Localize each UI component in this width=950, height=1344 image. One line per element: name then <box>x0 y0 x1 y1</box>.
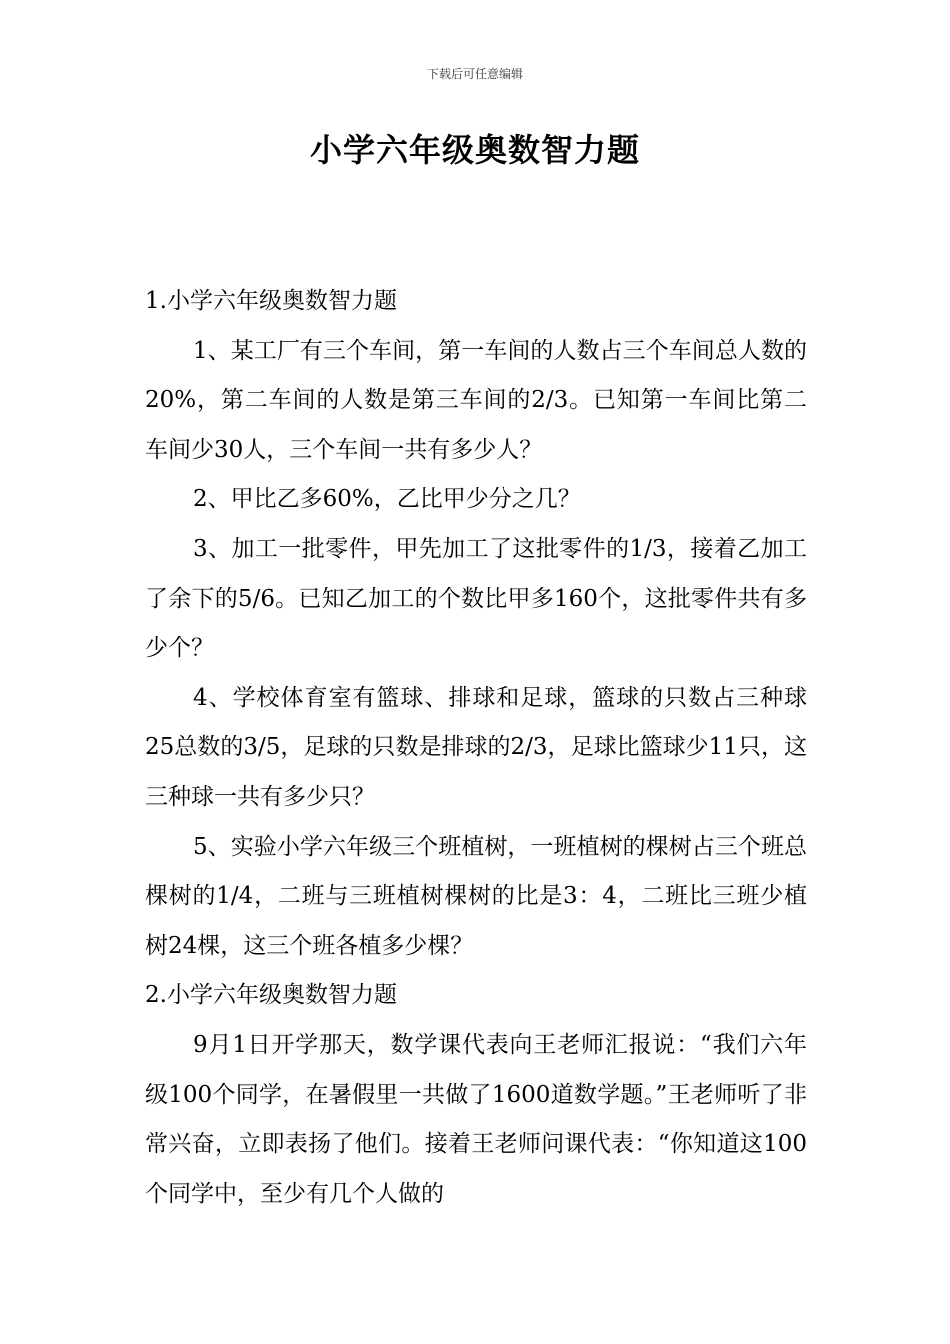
question-paragraph: 2、甲比乙多60%，乙比甲少分之几？ <box>193 486 581 513</box>
story-paragraph: 9月1日开学那天，数学课代表向王老师汇报说：“我们六年级100个同学，在暑假里一共做了1600道数学题。”王老师听了非常兴奋，立即表扬了他们。接着王老师问课代表：“你知道这100个同学中，至少有几个人做的 <box>145 1031 807 1207</box>
document-title: 小学六年级奥数智力题 <box>309 131 640 169</box>
question-paragraph: 5、实验小学六年级三个班植树，一班植树的棵树占三个班总棵树的1/4，二班与三班植树棵树的比是3：4，二班比三班少植树24棵，这三个班各植多少棵？ <box>145 833 807 959</box>
document-body <box>145 277 807 1219</box>
question-paragraph: 4、学校体育室有篮球、排球和足球，篮球的只数占三种球25总数的3/5，足球的只数是排球的2/3，足球比篮球少11只，这三种球一共有多少只？ <box>145 684 807 810</box>
question-paragraph: 3、加工一批零件，甲先加工了这批零件的1/3，接着乙加工了余下的5/6。已知乙加工的个数比甲多160个，这批零件共有多少个？ <box>145 535 807 662</box>
section-heading: 2.小学六年级奥数智力题 <box>145 982 397 1009</box>
section-heading: 1.小学六年级奥数智力题 <box>145 288 397 314</box>
question-paragraph: 1、某工厂有三个车间，第一车间的人数占三个车间总人数的20%，第二车间的人数是第三车间的2/3。已知第一车间比第二车间少30人，三个车间一共有多少人？ <box>145 337 807 463</box>
page-header: 下载后可任意编辑 <box>426 67 523 81</box>
